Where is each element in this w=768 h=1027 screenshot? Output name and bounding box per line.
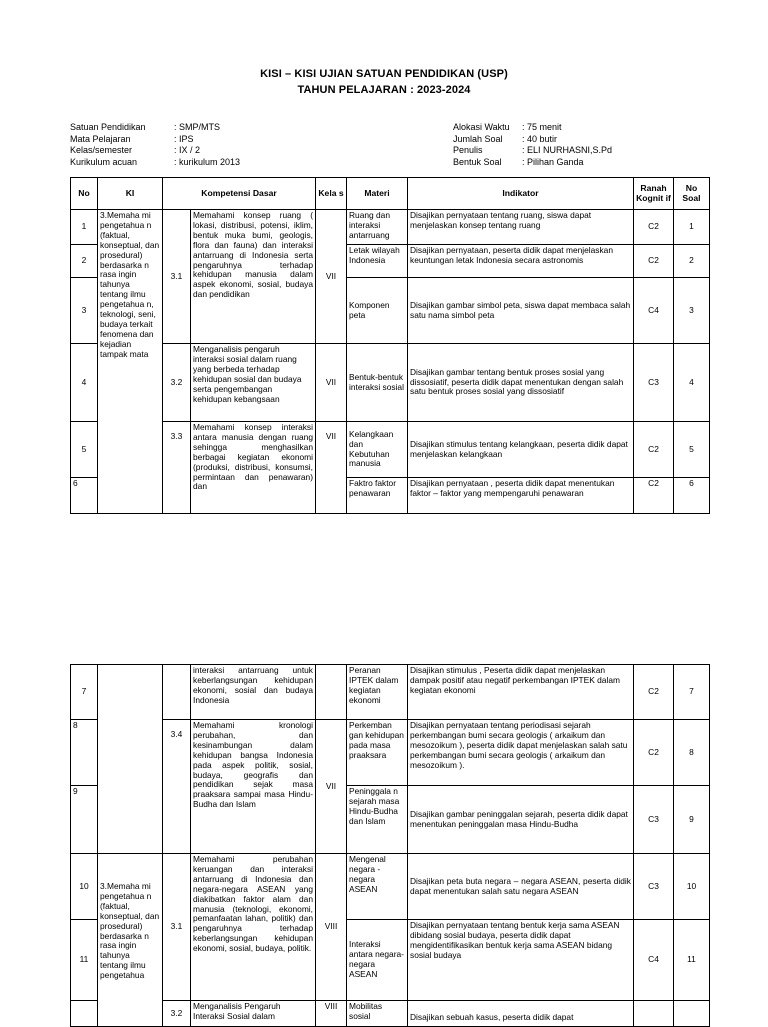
nosoal-cell: 8 <box>674 720 710 786</box>
kelas-cell: VIII <box>316 1001 347 1027</box>
kd-code: 3.1 <box>163 854 191 1001</box>
meta-label: Penulis <box>453 145 483 156</box>
ranah-cell: C2 <box>634 422 674 478</box>
row-no: 4 <box>71 344 98 422</box>
ranah-cell: C2 <box>634 478 674 514</box>
kelas-cell: VIII <box>316 854 347 1001</box>
kelas-cell: VII <box>316 210 347 344</box>
nosoal-cell: 3 <box>674 278 710 344</box>
meta-label: Bentuk Soal <box>453 156 502 167</box>
ranah-cell: C3 <box>634 344 674 422</box>
nosoal-cell: 9 <box>674 786 710 854</box>
ki-cell-empty <box>98 665 163 854</box>
meta-value: : IPS <box>174 133 194 144</box>
indikator-cell: Disajikan pernyataan tentang periodisasi sejarah perkembangan bumi secara geologis ( arkaikum dan mesozoikum ), peserta didik dapat menjelaskan salah satu perkembangan bumi secara geologis ( arkaikum dan mesozoikum ). <box>408 720 634 786</box>
nosoal-cell: 2 <box>674 245 710 278</box>
meta-label: Mata Pelajaran <box>70 133 131 144</box>
row-no: 9 <box>71 786 98 854</box>
ranah-cell: C2 <box>634 720 674 786</box>
indikator-cell: Disajikan pernyataan, peserta didik dapat menjelaskan keuntungan letak Indonesia secara astronomis <box>408 245 634 278</box>
kd-text: interaksi antarruang untuk keberlangsungan kehidupan ekonomi, sosial dan budaya Indonesia <box>191 665 316 720</box>
materi-cell: Peranan IPTEK dalam kegiatan ekonomi <box>347 665 408 720</box>
nosoal-cell: 5 <box>674 422 710 478</box>
ranah-cell <box>634 1001 674 1027</box>
materi-cell: Komponen peta <box>347 278 408 344</box>
nosoal-cell: 11 <box>674 920 710 1001</box>
kd-code: 3.2 <box>163 344 191 422</box>
nosoal-cell: 6 <box>674 478 710 514</box>
indikator-cell: Disajikan stimulus , Peserta didik dapat menjelaskan dampak positif atau negatif perkembangan IPTEK dalam kegiatan ekonomi <box>408 665 634 720</box>
row-no: 2 <box>71 245 98 278</box>
meta-label: Alokasi Waktu <box>453 122 510 132</box>
row-no: 10 <box>71 854 98 920</box>
meta-value: : IX / 2 <box>174 145 201 156</box>
header-no: No <box>71 178 98 210</box>
row-no: 8 <box>71 720 98 786</box>
kd-code: 3.2 <box>163 1001 191 1027</box>
header-ranah: Ranah Kognit if <box>634 178 674 210</box>
materi-cell: Mengenal negara - negara ASEAN <box>347 854 408 920</box>
kd-code: 3.3 <box>163 422 191 514</box>
kd-code-empty <box>163 665 191 720</box>
indikator-cell: Disajikan pernyataan tentang bentuk kerja sama ASEAN dibidang sosial budaya, peserta didik dapat mengidentifikasikan bentuk kerja sama ASEAN bidang sosial budaya <box>408 920 634 1001</box>
meta-right <box>453 122 703 168</box>
row-no: 1 <box>71 210 98 245</box>
header-ki: KI <box>98 178 163 210</box>
materi-cell: Bentuk-bentuk interaksi sosial <box>347 344 408 422</box>
ranah-cell: C3 <box>634 786 674 854</box>
indikator-cell: Disajikan sebuah kasus, peserta didik dapat <box>408 1001 634 1027</box>
meta-label: Kurikulum acuan <box>70 156 138 167</box>
indikator-cell: Disajikan gambar simbol peta, siswa dapat membaca salah satu nama simbol peta <box>408 278 634 344</box>
meta-value: : SMP/MTS <box>174 122 221 132</box>
nosoal-cell: 7 <box>674 665 710 720</box>
kd-code: 3.4 <box>163 720 191 854</box>
header-materi: Materi <box>347 178 408 210</box>
kisi-table-page2 <box>70 664 710 1027</box>
row-no: 3 <box>71 278 98 344</box>
kd-text: Memahami konsep interaksi antara manusia dengan ruang sehingga menghasilkan berbagai kegiatan ekonomi (produksi, distribusi, konsumsi, permintaan dan penawaran) dan <box>191 422 316 514</box>
meta-value: : 40 butir <box>522 133 558 144</box>
nosoal-cell <box>674 1001 710 1027</box>
nosoal-cell: 10 <box>674 854 710 920</box>
kelas-cell: VII <box>316 344 347 422</box>
meta-value: : Pilihan Ganda <box>522 156 584 167</box>
ranah-cell: C2 <box>634 210 674 245</box>
ranah-cell: C2 <box>634 665 674 720</box>
indikator-cell: Disajikan gambar tentang bentuk proses sosial yang dissosiatif, peserta didik dapat menentukan dengan salah satu bentuk proses sosial yang dissosiatif <box>408 344 634 422</box>
kisi-table-page1 <box>70 177 710 514</box>
materi-cell: Interaksi antara negara-negara ASEAN <box>347 920 408 1001</box>
ranah-cell: C4 <box>634 920 674 1001</box>
indikator-cell: Disajikan gambar peninggalan sejarah, peserta didik dapat menentukan peninggalan masa Hindu-Budha <box>408 786 634 854</box>
materi-cell: Ruang dan interaksi antarruang <box>347 210 408 245</box>
kd-text: Memahami konsep ruang ( lokasi, distribusi, potensi, iklim, bentuk muka bumi, geologis, flora dan fauna) dan interaksi antarruang di Indonesia serta pengaruhnya terhadap kehidupan manusia dalam aspek ekonomi, sosial, budaya dan pendidikan <box>191 210 316 344</box>
indikator-cell: Disajikan stimulus tentang kelangkaan, peserta didik dapat menjelaskan kelangkaan <box>408 422 634 478</box>
document-subtitle: TAHUN PELAJARAN : 2023-2024 <box>297 84 471 96</box>
materi-cell: Perkemban gan kehidupan pada masa praaksara <box>347 720 408 786</box>
indikator-cell: Disajikan pernyataan , peserta didik dapat menentukan faktor – faktor yang mempengaruhi penawaran <box>408 478 634 514</box>
kelas-cell-empty <box>316 665 347 720</box>
nosoal-cell: 1 <box>674 210 710 245</box>
document-title: KISI – KISI UJIAN SATUAN PENDIDIKAN (USP) <box>260 68 508 80</box>
materi-cell: Peninggala n sejarah masa Hindu-Budha dan Islam <box>347 786 408 854</box>
materi-cell: Faktro faktor penawaran <box>347 478 408 514</box>
row-no <box>71 1001 98 1027</box>
ranah-cell: C2 <box>634 245 674 278</box>
ki-cell: 3.Memaha mi pengetahua n (faktual, konseptual, dan prosedural) berdasarka n rasa ingin tahunya tentang ilmu pengetahua <box>98 854 163 1027</box>
header-kd: Kompetensi Dasar <box>163 178 316 210</box>
row-no: 7 <box>71 665 98 720</box>
meta-label: Satuan Pendidikan <box>70 122 146 132</box>
meta-value: : ELI NURHASNI,S.Pd <box>522 145 613 156</box>
meta-label: Jumlah Soal <box>453 133 503 144</box>
header-nosoal: No Soal <box>674 178 710 210</box>
ki-cell: 3.Memaha mi pengetahua n (faktual, konseptual, dan prosedural) berdasarka n rasa ingin tahunya tentang ilmu pengetahua n, teknologi, seni, budaya terkait fenomena dan kejadian tampak mata <box>98 210 163 514</box>
kelas-cell: VII <box>316 720 347 854</box>
row-no: 11 <box>71 920 98 1001</box>
meta-value: : kurikulum 2013 <box>174 156 241 167</box>
meta-left <box>70 122 370 168</box>
kd-text: Menganalisis Pengaruh Interaksi Sosial dalam <box>191 1001 316 1027</box>
indikator-cell: Disajikan pernyataan tentang ruang, siswa dapat menjelaskan konsep tentang ruang <box>408 210 634 245</box>
materi-cell: Letak wilayah Indonesia <box>347 245 408 278</box>
ranah-cell: C4 <box>634 278 674 344</box>
row-no: 5 <box>71 422 98 478</box>
meta-label: Kelas/semester <box>70 145 133 156</box>
kd-code: 3.1 <box>163 210 191 344</box>
kd-text: Memahami kronologi perubahan, dan kesinambungan dalam kehidupan bangsa Indonesia pada aspek politik, sosial, budaya, geografis dan pendidikan sejak masa praaksara sampai masa Hindu-Budha dan Islam <box>191 720 316 854</box>
materi-cell: Mobilitas sosial <box>347 1001 408 1027</box>
header-kelas: Kela s <box>316 178 347 210</box>
kd-text: Memahami perubahan keruangan dan interaksi antarruang di Indonesia dan negara-negara ASEAN yang diakibatkan faktor alam dan manusia (teknologi, ekonomi, pemanfaatan lahan, politik) dan pengaruhnya terhadap keberlangsungan kehidupan ekonomi, sosial, budaya, politik. <box>191 854 316 1001</box>
ranah-cell: C3 <box>634 854 674 920</box>
header-indikator: Indikator <box>408 178 634 210</box>
kd-text: Menganalisis pengaruh interaksi sosial dalam ruang yang berbeda terhadap kehidupan sosial dan budaya serta pengembangan kehidupan kebangsaan <box>191 344 316 422</box>
meta-value: : 75 menit <box>522 122 562 132</box>
row-no: 6 <box>71 478 98 514</box>
materi-cell: Kelangkaan dan Kebutuhan manusia <box>347 422 408 478</box>
kelas-cell: VII <box>316 422 347 514</box>
nosoal-cell: 4 <box>674 344 710 422</box>
indikator-cell: Disajikan peta buta negara – negara ASEAN, peserta didik dapat menentukan salah satu negara ASEAN <box>408 854 634 920</box>
